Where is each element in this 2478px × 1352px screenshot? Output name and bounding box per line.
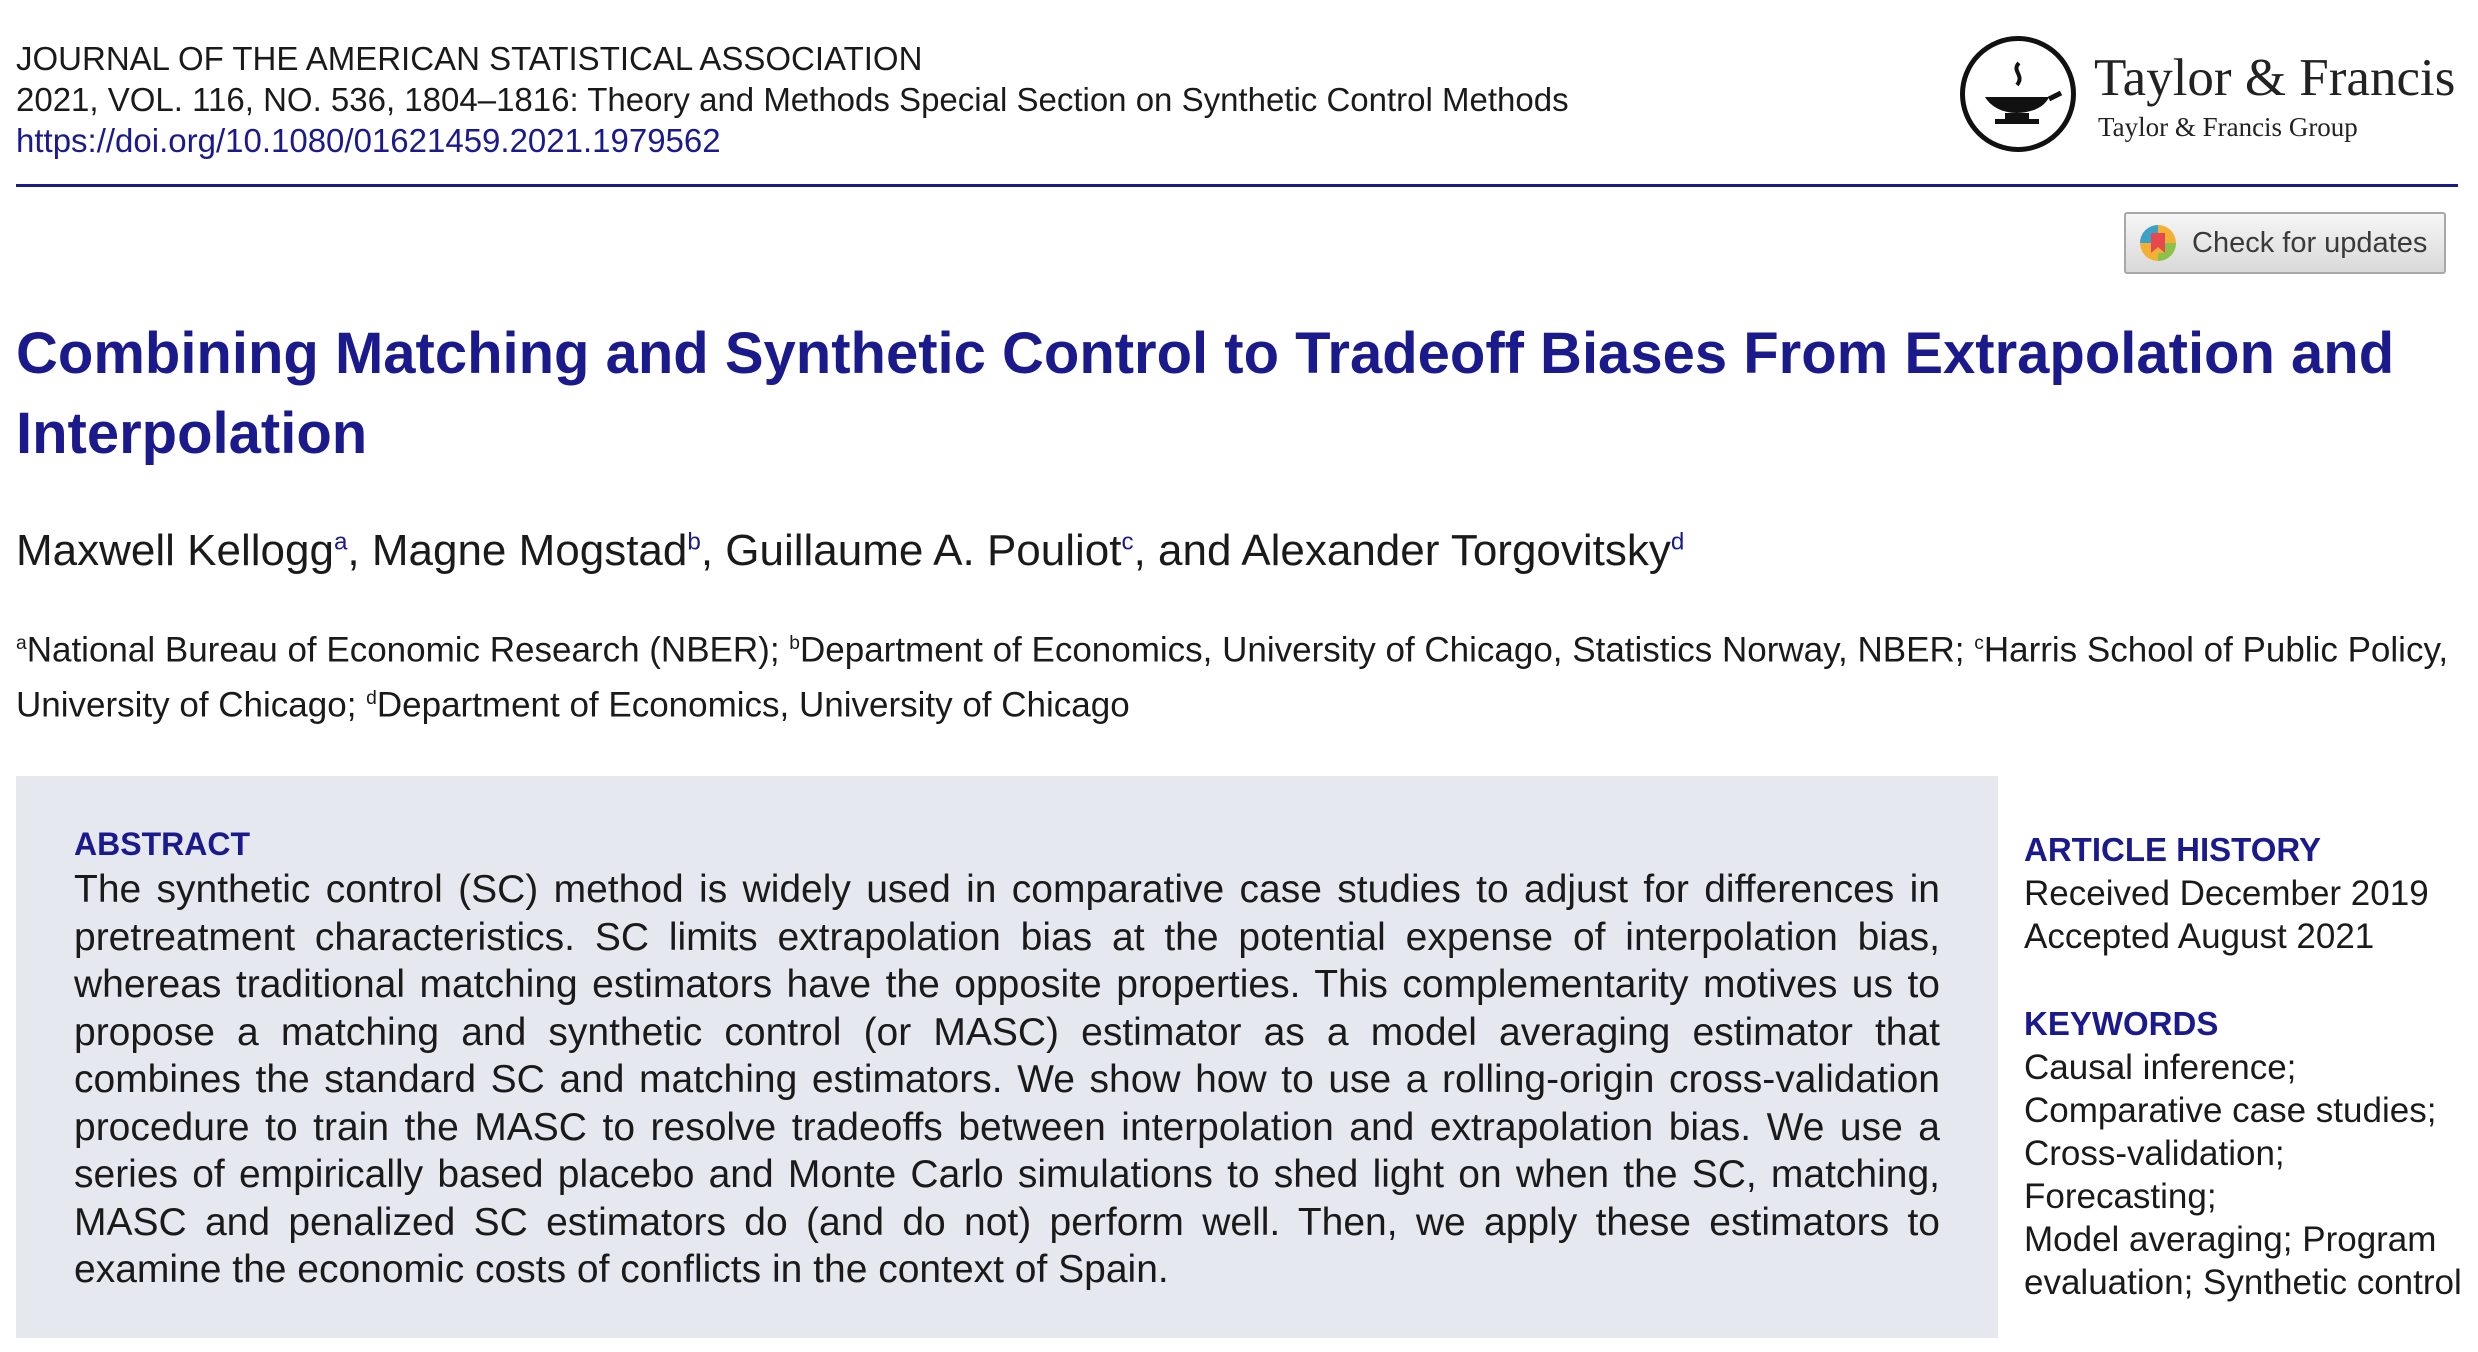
affiliation-text: Harris School of Public Policy, University of Chicago; [16,630,2449,725]
article-history-heading: ARTICLE HISTORY [2024,831,2322,868]
keyword-line: Comparative case studies; [2024,1091,2437,1130]
affiliation-text: Department of Economics, University of Chicago [376,685,1130,725]
check-for-updates-button[interactable] [2124,212,2446,274]
affiliation-mark: b [789,633,800,654]
keyword-line: evaluation; Synthetic control [2024,1263,2462,1302]
affiliations [16,620,2466,729]
journal-header [16,38,1569,161]
author-mark: d [1670,528,1685,556]
author-name[interactable]: Magne Mogstad [371,526,688,575]
header-divider [16,184,2458,187]
keywords-heading: KEYWORDS [2024,1005,2219,1042]
author-list [16,526,1684,576]
check-updates-label: Check for updates [2192,226,2428,259]
keyword-line: Cross-validation; Forecasting; [2024,1134,2285,1216]
author-name[interactable]: Maxwell Kellogg [16,526,334,575]
affiliation-mark: d [366,687,377,709]
affiliation-mark: c [1974,633,1984,654]
abstract-panel [16,776,1998,1338]
author-name[interactable]: Alexander Torgovitsky [1241,526,1671,575]
abstract-heading: ABSTRACT [74,826,250,862]
author-mark: a [333,528,348,556]
keyword-line: Causal inference; [2024,1048,2297,1087]
doi-link[interactable]: https://doi.org/10.1080/01621459.2021.1979562 [16,122,721,159]
crossmark-icon [2138,223,2178,263]
accepted-date: Accepted August 2021 [2024,917,2375,956]
author-mark: c [1121,528,1134,556]
journal-name: JOURNAL OF THE AMERICAN STATISTICAL ASSOCIATION [16,40,923,77]
publisher-group: Taylor & Francis Group [2098,112,2358,142]
article-title: Combining Matching and Synthetic Control to Tradeoff Biases From Extrapolation and Interpolation [16,321,2395,466]
keyword-line: Model averaging; Program [2024,1220,2437,1259]
journal-citation: 2021, VOL. 116, NO. 536, 1804–1816: Theory and Methods Special Section on Synthetic Control Methods [16,81,1569,118]
publisher-name: Taylor & Francis [2094,49,2456,107]
affiliation-text: National Bureau of Economic Research (NBER); [26,630,790,670]
publisher-logo [1960,36,2460,160]
author-name[interactable]: Guillaume A. Pouliot [725,526,1122,575]
keywords-block [2024,1002,2464,1304]
article-sidebar [2024,828,2464,1304]
affiliation-mark: a [16,633,27,654]
author-separator: , [347,526,372,575]
received-date: Received December 2019 [2024,874,2429,913]
author-separator: , [700,526,726,575]
affiliation-text: Department of Economics, University of Chicago, Statistics Norway, NBER; [800,630,1975,670]
abstract-text: The synthetic control (SC) method is widely used in comparative case studies to adjust for differences in pretreatment characteristics. SC limits extrapolation bias at the potential expense of interpolation bias, whereas traditional matching estimators have the opposite properties. This complementarity motives us to propose a matching and synthetic control (or MASC) estimator as a model averaging estimator that combines the standard SC and matching estimators. We show how to use a rolling-origin cross-validation procedure to train the MASC to resolve tradeoffs between interpolation and extrapolation bias. We use a series of empirically based placebo and Monte Carlo simulations to shed light on when the SC, matching, MASC and penalized SC estimators do (and do not) perform well. Then, we apply these estimators to examine the economic costs of conflicts in the context of Spain. [74,868,1940,1291]
lamp-logo-icon [1960,36,2076,152]
author-separator: , and [1133,526,1242,575]
author-mark: b [687,528,701,556]
